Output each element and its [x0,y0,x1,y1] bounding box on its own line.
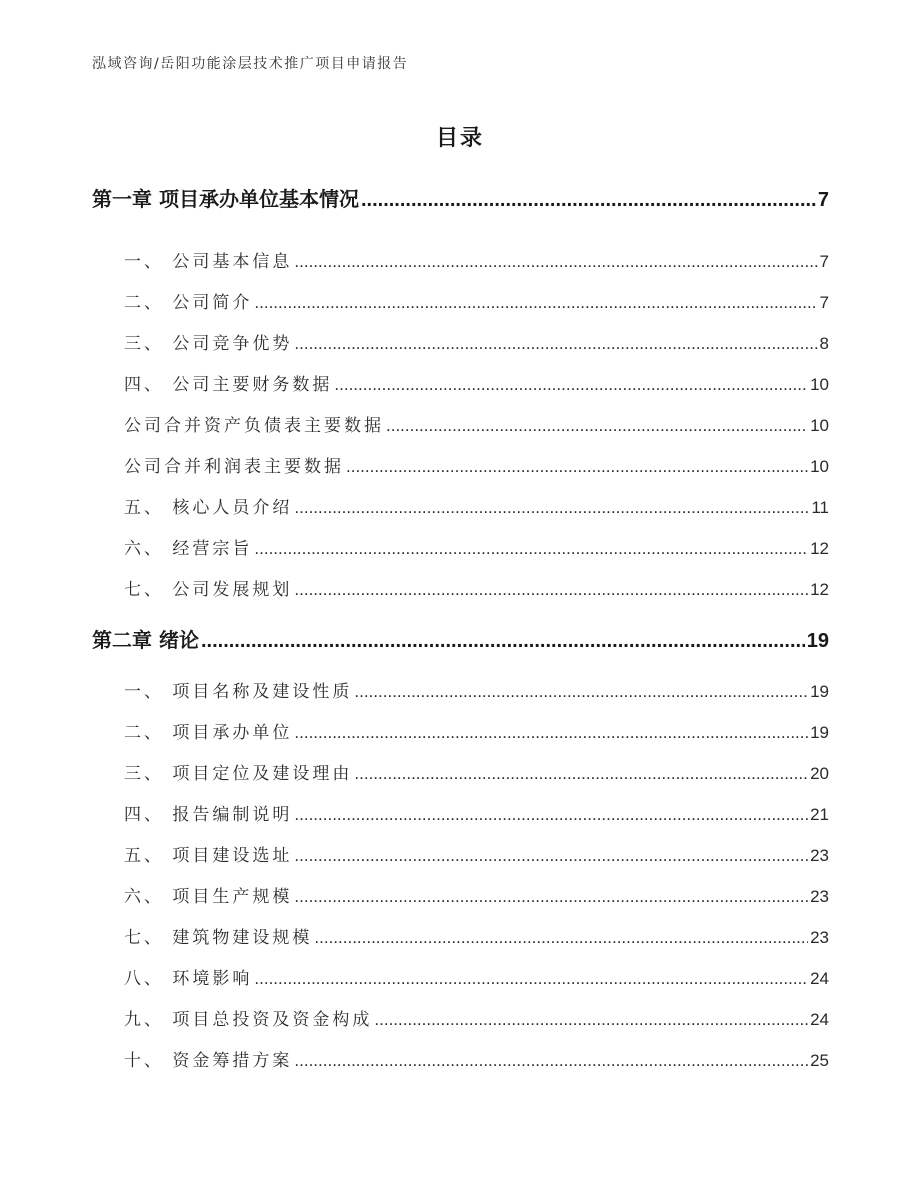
toc-page-number: 11 [811,498,829,517]
toc-page-number: 12 [810,580,829,599]
running-header: 泓域咨询/岳阳功能涂层技术推广项目申请报告 [92,56,409,72]
toc-section-entry[interactable] [92,575,829,599]
toc-leader-dots [294,580,808,600]
toc-page-number: 23 [810,887,829,906]
toc-section-entry[interactable] [92,718,829,742]
toc-entry-label: 公司合并利润表主要数据 [124,457,344,477]
toc-page-number: 19 [810,723,829,742]
toc-leader-dots [314,928,808,948]
toc-leader-dots [294,498,809,518]
toc-entry-label: 九、 项目总投资及资金构成 [124,1010,373,1030]
toc-entry-label: 三、 公司竞争优势 [124,334,293,354]
toc-page-number: 23 [810,846,829,865]
toc-title: 目录 [435,126,484,151]
toc-leader-dots [361,189,816,212]
toc-section-entry[interactable] [92,534,829,558]
toc-section-entry[interactable] [92,1005,829,1029]
toc-entry-label: 二、 项目承办单位 [124,723,293,743]
toc-entry-label: 公司合并资产负债表主要数据 [124,416,384,436]
toc-entry-label: 四、 报告编制说明 [124,805,293,825]
toc-section-entry[interactable] [92,370,829,394]
toc-chapter-entry[interactable] [92,624,829,652]
toc-entry-label: 第二章 绪论 [92,628,199,652]
toc-page-number: 20 [810,764,829,783]
toc-leader-dots [354,682,808,702]
toc-section-entry[interactable] [92,247,829,271]
toc-page-number: 19 [810,682,829,701]
toc-leader-dots [334,375,808,395]
toc-entry-label: 十、 资金筹措方案 [124,1051,293,1071]
toc-entry-label: 四、 公司主要财务数据 [124,375,333,395]
toc-chapter-entry[interactable] [92,183,829,211]
toc-leader-dots [294,252,817,272]
toc-section-entry[interactable] [92,677,829,701]
toc-page-number: 7 [819,293,829,312]
toc-page-number: 10 [810,375,829,394]
toc-section-entry[interactable] [92,759,829,783]
toc-entry-label: 一、 项目名称及建设性质 [124,682,353,702]
toc-section-entry[interactable] [92,841,829,865]
toc-leader-dots [254,293,817,313]
toc-leader-dots [294,846,808,866]
toc-page-number: 7 [819,252,829,271]
toc-entry-label: 八、 环境影响 [124,969,253,989]
toc-page-number: 24 [810,1010,829,1029]
toc-page-number: 23 [810,928,829,947]
toc-page-number: 8 [819,334,829,353]
toc-page-number: 7 [817,189,829,211]
toc-entry-label: 七、 建筑物建设规模 [124,928,313,948]
toc-page-number: 25 [810,1051,829,1070]
toc-page-number: 24 [810,969,829,988]
toc-section-entry[interactable] [92,923,829,947]
toc-leader-dots [201,630,805,653]
toc-leader-dots [374,1010,808,1030]
toc-page-number: 10 [810,457,829,476]
toc-section-entry[interactable] [92,411,829,435]
toc-section-entry[interactable] [92,882,829,906]
toc-entry-label: 二、 公司简介 [124,293,253,313]
toc-section-entry[interactable] [92,288,829,312]
toc-section-entry[interactable] [92,964,829,988]
toc-leader-dots [346,457,808,477]
toc-leader-dots [294,1051,808,1071]
toc-section-entry[interactable] [92,493,829,517]
toc-leader-dots [294,723,808,743]
toc-entry-label: 五、 项目建设选址 [124,846,293,866]
toc-entry-label: 一、 公司基本信息 [124,252,293,272]
toc-leader-dots [294,334,817,354]
toc-entry-label: 五、 核心人员介绍 [124,498,293,518]
toc-entry-label: 七、 公司发展规划 [124,580,293,600]
toc-leader-dots [254,969,808,989]
toc-section-entry[interactable] [92,329,829,353]
toc-entry-label: 六、 项目生产规模 [124,887,293,907]
toc-page-number: 21 [810,805,829,824]
toc-section-entry[interactable] [92,800,829,824]
toc-entry-label: 六、 经营宗旨 [124,539,253,559]
toc-leader-dots [294,887,808,907]
toc-page-number: 12 [810,539,829,558]
toc-section-entry[interactable] [92,1046,829,1070]
toc-section-entry[interactable] [92,452,829,476]
toc-entry-label: 三、 项目定位及建设理由 [124,764,353,784]
toc-page-number: 10 [810,416,829,435]
toc-leader-dots [354,764,808,784]
toc-page-number: 19 [806,630,829,652]
toc-entry-label: 第一章 项目承办单位基本情况 [92,187,359,211]
toc-leader-dots [254,539,808,559]
toc-leader-dots [386,416,808,436]
toc-leader-dots [294,805,808,825]
